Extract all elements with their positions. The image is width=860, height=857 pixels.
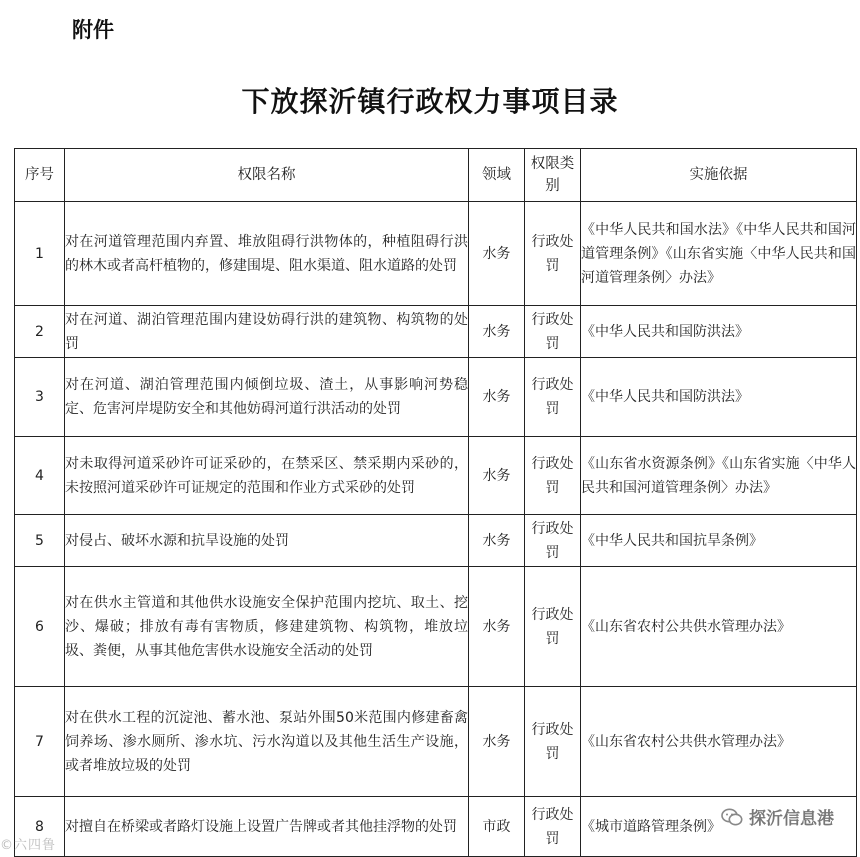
power-domain: 水务 [469, 437, 525, 515]
power-type: 行政处罚 [525, 358, 581, 437]
power-type: 行政处罚 [525, 687, 581, 797]
row-number: 3 [15, 358, 65, 437]
power-type: 行政处罚 [525, 306, 581, 358]
column-header-basis: 实施依据 [581, 149, 857, 202]
legal-basis: 《中华人民共和国抗旱条例》 [581, 515, 857, 567]
power-name: 对在供水工程的沉淀池、蓄水池、泵站外围50米范围内修建畜禽饲养场、渗水厕所、渗水坑、污水沟道以及其他生活生产设施，或者堆放垃圾的处罚 [65, 687, 469, 797]
power-domain: 水务 [469, 202, 525, 306]
power-domain: 水务 [469, 567, 525, 687]
row-number: 7 [15, 687, 65, 797]
row-number: 1 [15, 202, 65, 306]
row-number: 6 [15, 567, 65, 687]
column-header-domain: 领域 [469, 149, 525, 202]
table-row [15, 358, 857, 437]
wechat-icon [721, 808, 743, 826]
power-type: 行政处罚 [525, 797, 581, 857]
power-domain: 市政 [469, 797, 525, 857]
power-type: 行政处罚 [525, 437, 581, 515]
table-row [15, 687, 857, 797]
table-row [15, 202, 857, 306]
column-header-type: 权限类别 [525, 149, 581, 202]
power-name: 对在供水主管道和其他供水设施安全保护范围内挖坑、取土、挖沙、爆破；排放有毒有害物质，修建建筑物、构筑物，堆放垃圾、粪便，从事其他危害供水设施安全活动的处罚 [65, 567, 469, 687]
legal-basis: 《山东省农村公共供水管理办法》 [581, 567, 857, 687]
document-title: 下放探沂镇行政权力事项目录 [241, 85, 619, 118]
row-number: 8 [15, 797, 65, 857]
watermark-right-text: 探沂信息港 [749, 809, 834, 829]
power-type: 行政处罚 [525, 515, 581, 567]
power-type: 行政处罚 [525, 202, 581, 306]
power-domain: 水务 [469, 358, 525, 437]
table-row [15, 437, 857, 515]
table-row [15, 567, 857, 687]
power-name: 对擅自在桥梁或者路灯设施上设置广告牌或者其他挂浮物的处罚 [65, 797, 469, 857]
row-number: 4 [15, 437, 65, 515]
power-name: 对未取得河道采砂许可证采砂的，在禁采区、禁采期内采砂的，未按照河道采砂许可证规定的范围和作业方式采砂的处罚 [65, 437, 469, 515]
table-row [15, 306, 857, 358]
table-row [15, 515, 857, 567]
power-name: 对在河道、湖泊管理范围内建设妨碍行洪的建筑物、构筑物的处罚 [65, 306, 469, 358]
power-name: 对在河道、湖泊管理范围内倾倒垃圾、渣土，从事影响河势稳定、危害河岸堤防安全和其他妨碍河道行洪活动的处罚 [65, 358, 469, 437]
legal-basis: 《山东省水资源条例》《山东省实施〈中华人民共和国河道管理条例〉办法》 [581, 437, 857, 515]
power-type: 行政处罚 [525, 567, 581, 687]
watermark-right [721, 804, 834, 829]
column-header-name: 权限名称 [65, 149, 469, 202]
legal-basis: 《城市道路管理条例》 [581, 797, 857, 857]
legal-basis: 《山东省农村公共供水管理办法》 [581, 687, 857, 797]
table-header-row [15, 149, 857, 202]
power-name: 对在河道管理范围内弃置、堆放阻碍行洪物体的，种植阻碍行洪的林木或者高杆植物的，修建围堤、阻水渠道、阻水道路的处罚 [65, 202, 469, 306]
watermark-left: ©六四鲁 [0, 838, 57, 853]
attachment-label: 附件 [72, 18, 114, 42]
power-domain: 水务 [469, 515, 525, 567]
legal-basis: 《中华人民共和国防洪法》 [581, 358, 857, 437]
power-domain: 水务 [469, 306, 525, 358]
row-number: 2 [15, 306, 65, 358]
legal-basis: 《中华人民共和国水法》《中华人民共和国河道管理条例》《山东省实施〈中华人民共和国河道管理条例〉办法》 [581, 202, 857, 306]
power-catalog-table [14, 148, 857, 857]
power-domain: 水务 [469, 687, 525, 797]
row-number: 5 [15, 515, 65, 567]
column-header-no: 序号 [15, 149, 65, 202]
power-name: 对侵占、破坏水源和抗旱设施的处罚 [65, 515, 469, 567]
legal-basis: 《中华人民共和国防洪法》 [581, 306, 857, 358]
